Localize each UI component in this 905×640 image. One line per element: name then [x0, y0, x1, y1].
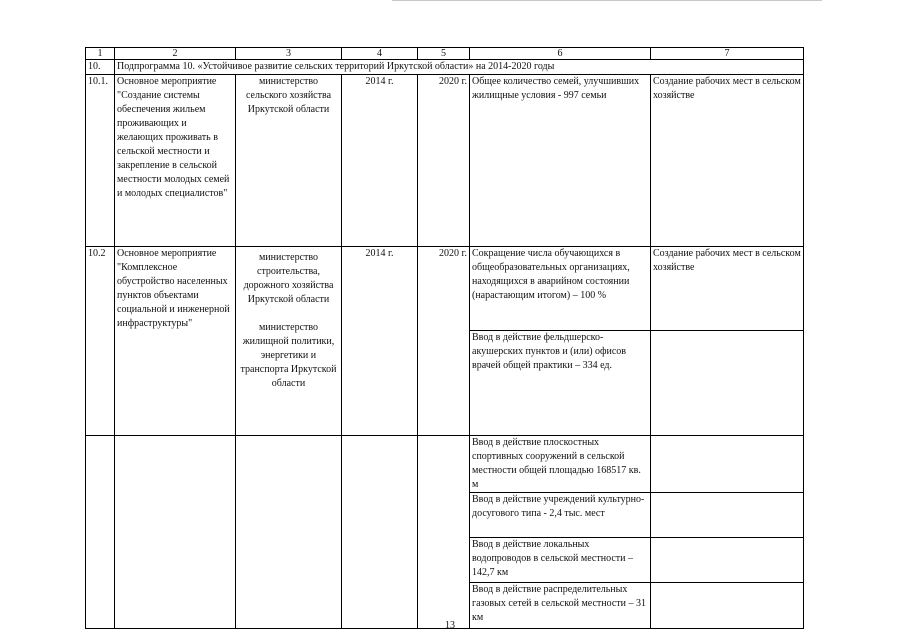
executors	[236, 247, 342, 436]
header-cell: 5	[418, 48, 470, 60]
header-cell: 3	[236, 48, 342, 60]
indicator: Ввод в действие учреждений культурно-досугового типа - 2,4 тыс. мест	[470, 493, 651, 538]
subprogram-title: Подпрограмма 10. «Устойчивое развитие сельских территорий Иркутской области» на 2014-2020 годы	[115, 60, 804, 75]
header-cell: 1	[86, 48, 115, 60]
indicator: Ввод в действие локальных водопроводов в сельской местности – 142,7 км	[470, 538, 651, 583]
end-year: 2020 г.	[418, 247, 470, 436]
activity-name: Основное мероприятие "Создание системы обеспечения жильем проживающих и желающих проживать в сельской местности и закрепление в сельской местности молодых семей и молодых специалистов"	[115, 75, 236, 247]
result-empty	[651, 583, 804, 629]
activity-name: Основное мероприятие "Комплексное обустройство населенных пунктов объектами социальной и инженерной инфраструктуры"	[115, 247, 236, 436]
indicator: Ввод в действие распределительных газовых сетей в сельской местности – 31 км	[470, 583, 651, 629]
result-empty	[651, 538, 804, 583]
result: Создание рабочих мест в сельском хозяйстве	[651, 75, 804, 247]
indicator: Общее количество семей, улучшивших жилищные условия - 997 семьи	[470, 75, 651, 247]
header-row	[86, 48, 804, 60]
start-year: 2014 г.	[342, 247, 418, 436]
result-empty	[651, 493, 804, 538]
executor-1: министерство строительства, дорожного хозяйства Иркутской области	[243, 252, 334, 305]
header-cell: 6	[470, 48, 651, 60]
empty-cell	[418, 436, 470, 629]
indicator: Ввод в действие плоскостных спортивных сооружений в сельской местности общей площадью 168517 кв. м	[470, 436, 651, 493]
header-cell: 4	[342, 48, 418, 60]
result-empty	[651, 331, 804, 436]
indicator: Сокращение числа обучающихся в общеобразовательных организациях, находящихся в аварийном состоянии (нарастающим итогом) – 100 %	[470, 247, 651, 331]
result: Создание рабочих мест в сельском хозяйстве	[651, 247, 804, 331]
executor: министерство сельского хозяйства Иркутской области	[236, 75, 342, 247]
program-table	[85, 47, 804, 629]
empty-cell	[342, 436, 418, 629]
row-number: 10.1.	[86, 75, 115, 247]
page-number: 13	[445, 620, 455, 631]
empty-cell	[115, 436, 236, 629]
start-year: 2014 г.	[342, 75, 418, 247]
end-year: 2020 г.	[418, 75, 470, 247]
header-cell: 2	[115, 48, 236, 60]
indicator: Ввод в действие фельдшерско-акушерских пунктов и (или) офисов врачей общей практики – 334 ед.	[470, 331, 651, 436]
subprogram-row	[86, 60, 804, 75]
row-number: 10.2	[86, 247, 115, 436]
table-row	[86, 436, 804, 493]
empty-cell	[86, 436, 115, 629]
result-empty	[651, 436, 804, 493]
table-row	[86, 247, 804, 331]
subprogram-number: 10.	[86, 60, 115, 75]
executor-2: министерство жилищной политики, энергетики и транспорта Иркутской области	[240, 322, 337, 389]
empty-cell	[236, 436, 342, 629]
table-row	[86, 75, 804, 247]
header-cell: 7	[651, 48, 804, 60]
top-scan-line	[392, 0, 822, 2]
